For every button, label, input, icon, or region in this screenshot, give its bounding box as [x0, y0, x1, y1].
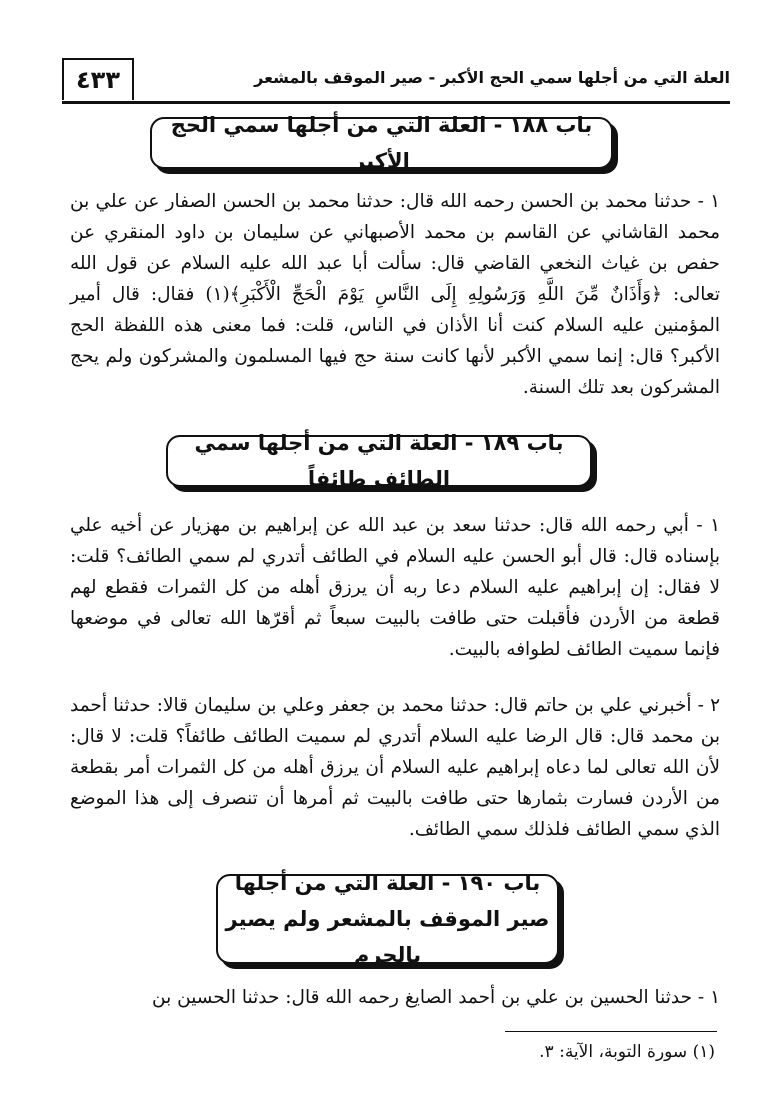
chapter-heading-line: صير الموقف بالمشعر ولم يصير بالحرم	[225, 907, 550, 967]
chapter-heading-line: باب ١٨٨ - العلة التي من أجلها سمي الحج الأكبر	[170, 113, 593, 173]
hadith-paragraph: ٢ - أخبرني علي بن حاتم قال: حدثنا محمد بن جعفر وعلي بن سليمان قالا: حدثنا أحمد بن محمد قال: قال الرضا عليه السلام أتدري لم سميت الطائف طائفاً؟ قلت: لا قال: لأن الله تعالى لما دعاه إبراهيم عليه السلام أن يرزق أهله من كل الثمرات أمر بقطعة من الأردن فسارت بثمارها حتى طافت بالبيت ثم أمرها أن تنصرف إلى هذا الموضع الذي سمي الطائف فلذلك سمي الطائف.	[70, 695, 720, 840]
hadith-paragraph: ١ - أبي رحمه الله قال: حدثنا سعد بن عبد الله عن إبراهيم بن مهزيار عن أخيه علي بإسناده قال: قال أبو الحسن عليه السلام في الطائف أتدري لم سمي الطائف؟ قلت: لا فقال: إن إبراهيم عليه السلام دعا ربه أن يرزق أهله من كل الثمرات فقطع لهم قطعة من الأردن فأقبلت حتى طافت بالبيت سبعاً ثم أقرّها الله تعالى في موضعها فإنما سميت الطائف لطوافه بالبيت.	[70, 515, 720, 660]
footnote: (١) سورة التوبة، الآية: ٣.	[539, 1042, 715, 1062]
header-rule	[62, 101, 730, 104]
running-header	[62, 58, 730, 104]
chapter-heading-line: باب ١٩٠ - العلة التي من أجلها	[234, 871, 541, 895]
chapter-heading-189	[166, 431, 592, 491]
footnote-rule	[505, 1031, 717, 1032]
chapter-heading-line: باب ١٨٩ - العلة التي من أجلها سمي الطائف طائفاً	[194, 431, 564, 491]
chapter-heading-188	[150, 113, 613, 173]
hadith-paragraph: ١ - حدثنا محمد بن الحسن رحمه الله قال: حدثنا محمد بن الحسن الصفار عن علي بن محمد القاشاني عن القاسم بن محمد الأصبهاني عن سليمان بن داود المنقري عن حفص بن غياث النخعي القاضي قال: سألت أبا عبد الله عليه السلام عن قول الله تعالى: ﴿وَأَذَانٌ مِّنَ اللَّهِ وَرَسُولِهِ إِلَى النَّاسِ يَوْمَ الْحَجِّ الْأَكْبَرِ﴾(١) فقال: قال أمير المؤمنين عليه السلام كنت أنا الأذان في الناس، قلت: فما معنى هذه اللفظة الحج الأكبر؟ قال: إنما سمي الأكبر لأنها كانت سنة حج فيها المسلمون والمشركون ولم يحج المشركون بعد تلك السنة.	[70, 191, 720, 398]
chapter-heading-190	[216, 871, 559, 967]
page-number: ٤٣٣	[62, 58, 134, 100]
hadith-paragraph: ١ - حدثنا الحسين بن علي بن أحمد الصايغ رحمه الله قال: حدثنا الحسين بن	[152, 987, 720, 1008]
running-title: العلة التي من أجلها سمي الحج الأكبر - صير الموقف بالمشعر	[254, 68, 730, 87]
